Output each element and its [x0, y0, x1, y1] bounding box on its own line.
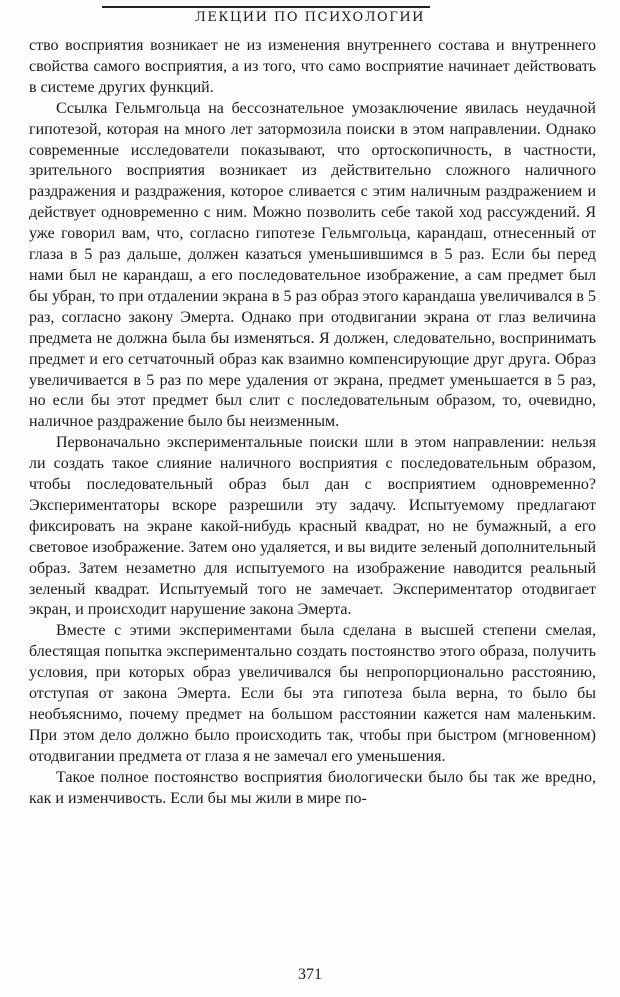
running-head: ЛЕКЦИИ ПО ПСИХОЛОГИИ — [195, 10, 425, 25]
header-rule — [102, 6, 430, 8]
page-number: 371 — [298, 966, 322, 983]
body-text — [29, 36, 596, 810]
paragraph-5: Такое полное постоянство восприятия биологически было бы так же вредно, как и изменчивость. Если бы мы жили в мире по- — [29, 768, 596, 807]
paragraph-1: ство восприятия возникает не из изменения внутреннего состава и внутреннего свойства самого восприятия, а из того, что само восприятие начинает действовать в системе других функций. — [29, 37, 596, 96]
paragraph-3: Первоначально экспериментальные поиски шли в этом направлении: нельзя ли создать такое слияние наличного восприятия с последовательным образом, чтобы последовательный образ был дан с восприятием одновременно? Экспериментаторы вскоре разрешили эту задачу. Испытуемому предлагают фиксировать на экране какой-нибудь красный квадрат, но не бумажный, а его световое изображение. Затем оно удаляется, и вы видите зеленый дополнительный образ. Затем незаметно для испытуемого на изображение наводится реальный зеленый квадрат. Испытуемый того не замечает. Экспериментатор отодвигает экран, и происходит нарушение закона Эмерта. — [29, 434, 596, 619]
paragraph-2: Ссылка Гельмгольца на бессознательное умозаключение явилась неудачной гипотезой, которая на много лет затормозила поиски в этом направлении. Однако современные исследователи показывают, что ортоскопичность, в частности, зрительного восприятия возникает из действительно сложного наличного раздражения и раздражения, которое сливается с этим наличным раздражением и действует одновременно с ним. Можно позволить себе такой ход рассуждений. Я уже говорил вам, что, согласно гипотезе Гельмгольца, карандаш, отнесенный от глаза в 5 раз дальше, должен казаться уменьшившимся в 5 раз. Если бы перед нами был не карандаш, а его последовательное изображение, а сам предмет был бы убран, то при отдалении экрана в 5 раз образ этого карандаша увеличивался в 5 раз, согласно закону Эмерта. Однако при отодвигании экрана от глаз величина предмета не должна была бы изменяться. Я должен, следовательно, воспринимать предмет и его сетчаточный образ как взаимно компенсирующие друг друга. Образ увеличивается в 5 раз по мере удаления от экрана, предмет уменьшается в 5 раз, но если бы этот предмет был слит с последовательным образом, то, очевидно, наличное раздражение было бы неизменным. — [29, 99, 596, 431]
paragraph-4: Вместе с этими экспериментами была сделана в высшей степени смелая, блестящая попытка экспериментально создать постоянство этого образа, получить условия, при которых образ увеличивался бы непропорционально расстоянию, отступая от закона Эмерта. Если бы эта гипотеза была верна, то было бы необъяснимо, почему предмет на большом расстоянии кажется нам маленьким. При этом дело должно было происходить так, чтобы при быстром (мгновенном) отодвигании предмета от глаза я не замечал его уменьшения. — [29, 622, 596, 765]
